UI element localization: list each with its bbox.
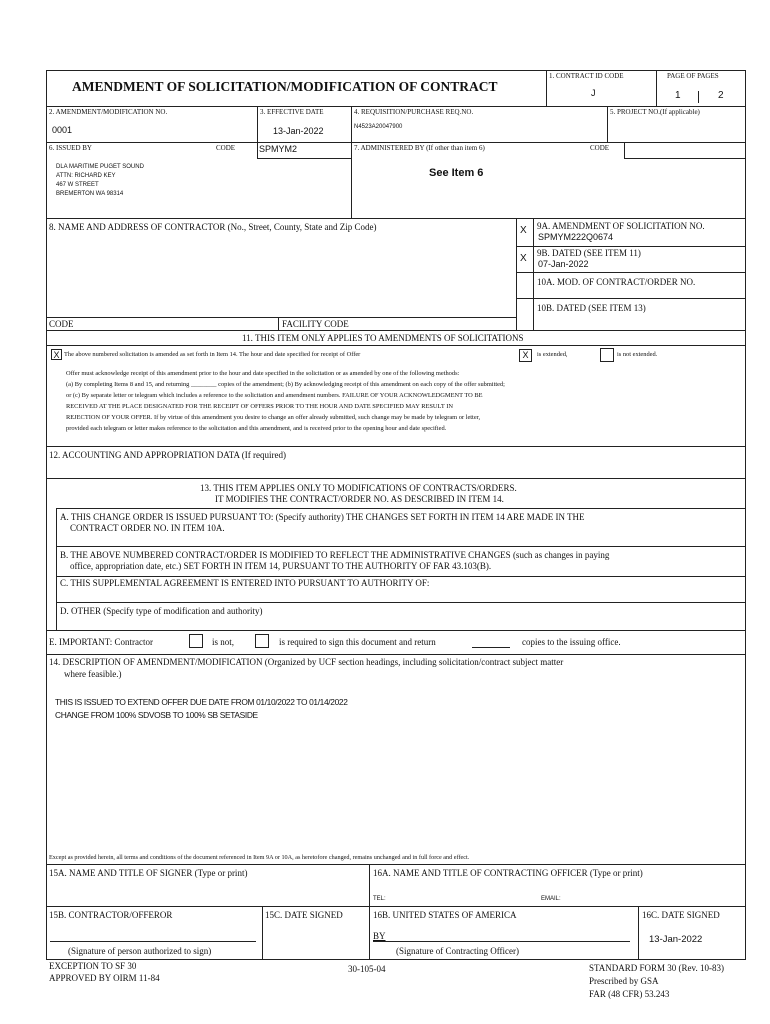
item14-label: 14. DESCRIPTION OF AMENDMENT/MODIFICATION (Organized by UCF section headings, including solicitation/contract subject matter [49, 657, 564, 667]
divider [56, 508, 746, 509]
item13-subheading: IT MODIFIES THE CONTRACT/ORDER NO. AS DESCRIBED IN ITEM 14. [215, 494, 504, 504]
divider [56, 508, 57, 630]
divider [698, 91, 699, 103]
footer-approved: APPROVED BY OIRM 11-84 [49, 973, 160, 983]
contract-id-value: J [591, 88, 596, 98]
divider [516, 218, 517, 330]
divider [257, 142, 258, 158]
item11-extended-checkbox[interactable]: X [519, 349, 532, 362]
item13a-text-cont: CONTRACT ORDER NO. IN ITEM 10A. [70, 523, 225, 533]
divider [56, 576, 746, 577]
issuer-address-line: ATTN: RICHARD KEY [56, 173, 116, 179]
is-required-checkbox[interactable] [255, 634, 269, 648]
divider [46, 630, 746, 631]
item11-not-extended-label: is not extended. [617, 351, 658, 358]
item13b-text: B. THE ABOVE NUMBERED CONTRACT/ORDER IS MODIFIED TO REFLECT THE ADMINISTRATIVE CHANGES (such as changes in paying [60, 550, 610, 560]
important-label: E. IMPORTANT: Contractor [49, 637, 154, 647]
form-title: AMENDMENT OF SOLICITATION/MODIFICATION OF CONTRACT [72, 79, 498, 94]
divider [369, 864, 370, 960]
issuer-address-line: BREMERTON WA 98314 [56, 191, 124, 197]
divider [46, 478, 746, 479]
divider [533, 218, 534, 330]
divider [46, 654, 746, 655]
amendment-no-value: 0001 [52, 125, 73, 135]
copies-blank[interactable] [472, 647, 510, 648]
requisition-label: 4. REQUISITION/PURCHASE REQ.NO. [354, 108, 474, 116]
issuer-address-line: DLA MARITIME PUGET SOUND [56, 164, 144, 170]
item15c-label: 15C. DATE SIGNED [265, 910, 343, 920]
amendment-no-label: 2. AMENDMENT/MODIFICATION NO. [49, 108, 168, 116]
footer-exception: EXCEPTION TO SF 30 [49, 961, 137, 971]
divider [624, 142, 625, 158]
item12-label: 12. ACCOUNTING AND APPROPRIATION DATA (If required) [49, 450, 287, 460]
issued-by-label: 6. ISSUED BY [49, 144, 92, 152]
by-label: BY [373, 931, 386, 941]
divider [607, 106, 608, 142]
divider [278, 317, 279, 330]
facility-code-label: FACILITY CODE [282, 319, 349, 329]
officer-signature-line[interactable] [373, 941, 630, 942]
issuer-address-line: 467 W STREET [56, 182, 99, 188]
item9a-label: 9A. AMENDMENT OF SOLICITATION NO. [537, 221, 705, 231]
item10b-label: 10B. DATED (SEE ITEM 13) [537, 303, 646, 313]
item11-instruction-line: or (c) By separate letter or telegram which includes a reference to the solicitation and amendment numbers. FAILURE OF YOUR ACKNOWLEDGMENT TO BE [66, 392, 483, 399]
divider [46, 864, 746, 865]
item11-instruction-line: provided each telegram or letter makes reference to the solicitation and this amendment, and is received prior to the opening hour and date specified. [66, 425, 447, 432]
item16a-label: 16A. NAME AND TITLE OF CONTRACTING OFFICER (Type or print) [373, 868, 643, 878]
item13b-text-cont: office, appropriation date, etc.) SET FORTH IN ITEM 14, PURSUANT TO THE AUTHORITY OF FAR 43.103(B). [70, 561, 492, 571]
item11-instruction-line: REJECTION OF YOUR OFFER. If by virtue of this amendment you desire to change an offer already submitted, such change may be made by telegram or letter, [66, 414, 481, 421]
is-required-label: is required to sign this document and return [279, 637, 436, 647]
divider [257, 158, 351, 159]
item13a-text: A. THIS CHANGE ORDER IS ISSUED PURSUANT TO: (Specify authority) THE CHANGES SET FORTH IN ITEM 14 ARE MADE IN THE [60, 512, 585, 522]
admin-code-label: CODE [590, 144, 610, 152]
see-item-note: See Item 6 [429, 167, 484, 179]
footer-far: FAR (48 CFR) 53.243 [589, 989, 670, 999]
effective-date-label: 3. EFFECTIVE DATE [260, 108, 324, 116]
email-label: EMAIL: [541, 896, 561, 902]
item10a-label: 10A. MOD. OF CONTRACT/ORDER NO. [537, 277, 696, 287]
item15b-signature-caption: (Signature of person authorized to sign) [68, 946, 212, 956]
divider [656, 70, 657, 106]
item14-description-line: THIS IS ISSUED TO EXTEND OFFER DUE DATE FROM 01/10/2022 TO 01/14/2022 [55, 697, 348, 707]
code-label: CODE [216, 144, 236, 152]
footer-form-number: 30-105-04 [348, 964, 386, 974]
divider [257, 106, 258, 142]
item13c-text: C. THIS SUPPLEMENTAL AGREEMENT IS ENTERED INTO PURSUANT TO AUTHORITY OF: [60, 578, 430, 588]
requisition-value: N4523A20047900 [354, 124, 403, 130]
is-not-checkbox[interactable] [189, 634, 203, 648]
item9a-value: SPMYM222Q0674 [538, 232, 614, 242]
divider [46, 142, 746, 143]
item9b-checkmark: X [520, 253, 527, 264]
item9b-label: 9B. DATED (SEE ITEM 11) [537, 248, 641, 258]
footer-prescribed: Prescribed by GSA [589, 976, 659, 986]
item16b-label: 16B. UNITED STATES OF AMERICA [373, 910, 517, 920]
divider [56, 546, 746, 547]
item15b-label: 15B. CONTRACTOR/OFFEROR [49, 910, 173, 920]
item15a-label: 15A. NAME AND TITLE OF SIGNER (Type or print) [49, 868, 248, 878]
is-not-label: is not, [212, 637, 235, 647]
divider [46, 106, 746, 107]
divider [351, 106, 352, 218]
divider [46, 446, 746, 447]
item9a-checkmark: X [520, 225, 527, 236]
divider [516, 272, 746, 273]
contractor-signature-line[interactable] [50, 941, 256, 942]
item11-not-extended-checkbox[interactable] [600, 348, 614, 362]
item11-instruction-line: Offer must acknowledge receipt of this amendment prior to the hour and date specified in the solicitation or as amended by one of the following methods: [66, 370, 460, 377]
effective-date-value: 13-Jan-2022 [273, 126, 324, 136]
divider [46, 345, 746, 346]
issuer-code-value: SPMYM2 [259, 144, 298, 154]
contractor-code-label: CODE [49, 319, 74, 329]
contractor-label: 8. NAME AND ADDRESS OF CONTRACTOR (No., Street, County, State and Zip Code) [49, 222, 377, 232]
item9b-value: 07-Jan-2022 [538, 259, 589, 269]
divider [46, 330, 746, 331]
item11-extended-label: is extended, [537, 351, 568, 358]
footer-standard-form: STANDARD FORM 30 (Rev. 10-83) [589, 963, 724, 973]
item13d-text: D. OTHER (Specify type of modification and authority) [60, 606, 263, 616]
divider [262, 906, 263, 960]
copies-label: copies to the issuing office. [522, 637, 621, 647]
divider [624, 158, 746, 159]
item14-except-note: Except as provided herein, all terms and conditions of the document referenced in Item 9A or 10A, as heretofore changed, remains unchanged and in full force and effect. [49, 854, 470, 861]
divider [638, 906, 639, 960]
item11-heading: 11. THIS ITEM ONLY APPLIES TO AMENDMENTS OF SOLICITATIONS [242, 333, 524, 343]
divider [46, 218, 746, 219]
item16c-label: 16C. DATE SIGNED [642, 910, 720, 920]
divider [516, 246, 746, 247]
item13-heading: 13. THIS ITEM APPLIES ONLY TO MODIFICATIONS OF CONTRACTS/ORDERS. [200, 483, 517, 493]
pages-label: PAGE OF PAGES [667, 72, 719, 80]
tel-label: TEL: [373, 896, 386, 902]
divider [46, 906, 746, 907]
item11-instruction-line: (a) By completing Items 8 and 15, and returning ________ copies of the amendment; (b) By acknowledging receipt of this amendment on each copy of the offer submitted; [66, 381, 505, 388]
item11-line1: The above numbered solicitation is amended as set forth in Item 14. The hour and date specified for receipt of Offer [64, 351, 361, 358]
item16b-signature-caption: (Signature of Contracting Officer) [396, 946, 520, 956]
item14-label-cont: where feasible.) [64, 669, 122, 679]
page-count: 2 [718, 90, 724, 101]
page-number: 1 [675, 90, 681, 101]
divider [46, 317, 516, 318]
item14-description-line: CHANGE FROM 100% SDVOSB TO 100% SB SETASIDE [55, 710, 258, 720]
administered-by-label: 7. ADMINISTERED BY (If other than item 6) [354, 144, 485, 152]
project-no-label: 5. PROJECT NO.(If applicable) [610, 108, 700, 116]
item11-instruction-line: RECEIVED AT THE PLACE DESIGNATED FOR THE RECEIPT OF OFFERS PRIOR TO THE HOUR AND DATE SPECIFIED MAY RESULT IN [66, 403, 453, 410]
item16c-value: 13-Jan-2022 [649, 934, 703, 945]
item11-amended-checkbox[interactable]: X [51, 349, 62, 360]
divider [546, 70, 547, 106]
divider [56, 602, 746, 603]
contract-id-label: 1. CONTRACT ID CODE [549, 72, 624, 80]
divider [516, 298, 746, 299]
